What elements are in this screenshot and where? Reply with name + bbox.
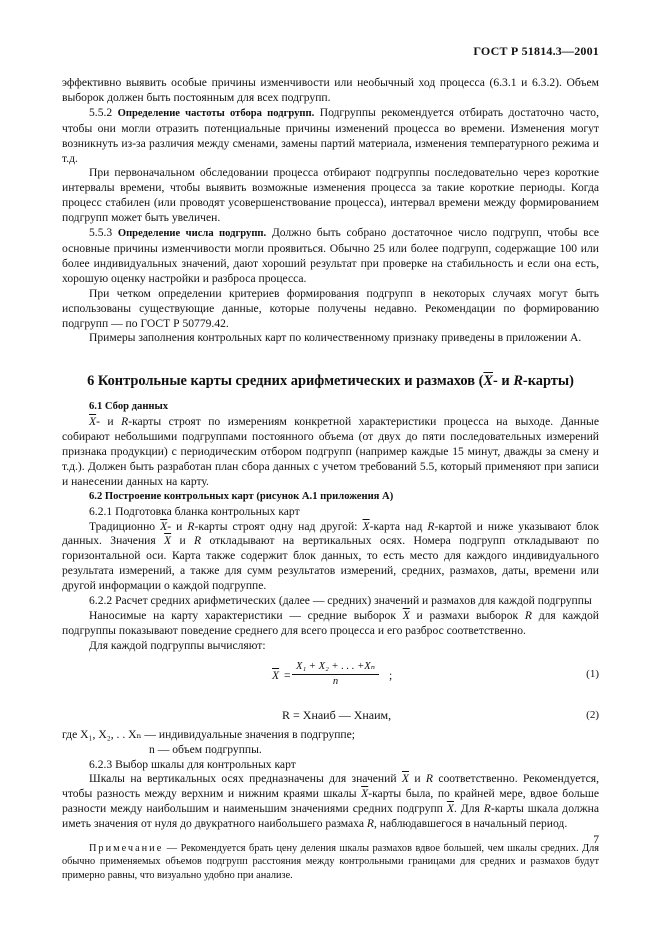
text-part: -карты строят по измерениям конкретной характеристики процесса на выходе. Данные собирают небольшими подгруппами постоянного объема (от двух до пяти последовательных измерений признака продукции) с периодическим отбором подгрупп (например каждые 15 минут, дважды за смену и т.д.). Должен быть разработан план сбора данных с учетом требований 5.5, который применяют при записи и нанесении данных на карту. <box>62 415 599 488</box>
subsection-6-2-1-title: 6.2.1 Подготовка бланка контрольных карт <box>89 504 300 518</box>
r-symbol: R <box>427 519 435 533</box>
subsection-6-2-title: 6.2 Построение контрольных карт (рисунок А.1 приложения А) <box>89 490 394 502</box>
formula-numerator: X₁ + X₂ + . . . +Xₙ <box>292 660 379 675</box>
formula-fraction <box>292 660 379 688</box>
formula-semicolon: ; <box>389 668 393 682</box>
document-header: ГОСТ Р 51814.3—2001 <box>473 44 599 58</box>
subsection-6-1-title: 6.1 Сбор данных <box>89 401 169 413</box>
clause-title: Определение числа подгрупп. <box>117 228 267 240</box>
formula-number: (1) <box>586 667 599 680</box>
x-bar-symbol: $\overline{X}$ <box>361 787 369 801</box>
formula-denominator: n <box>332 675 339 687</box>
x-bar-symbol: $\overline{X}$ <box>89 415 97 429</box>
r-symbol: R <box>187 519 195 533</box>
x-bar-symbol: $\overline{X}$ <box>446 802 454 816</box>
clause-number: 5.5.2 <box>89 105 113 119</box>
x-bar-symbol: $\overline{X}$ <box>362 519 370 533</box>
x-bar-symbol: $\overline{X}$ <box>401 772 409 786</box>
page-body <box>62 76 599 882</box>
formula-equals: = <box>284 668 291 682</box>
r-symbol: R <box>483 802 491 816</box>
note-text: — Рекомендуется брать цену деления шкалы размахов вдвое большей, чем шкалы средних. Для обычно применяемых объемов подгрупп расстояния между контрольными границами для средних и размахов будут примерно равны, что визуально удобно при анализе. <box>62 843 599 881</box>
subsection-6-2-2-title: 6.2.2 Расчет средних арифметических (далее — средних) значений и размахов для каждой подгруппы <box>89 594 592 608</box>
clause-number: 5.5.3 <box>89 226 113 240</box>
r-symbol: R <box>513 373 523 390</box>
clause-5-5-2 <box>62 106 599 167</box>
formula-expression: R = Xнаиб — Xнаим, <box>282 707 392 722</box>
page-number: 7 <box>593 833 599 846</box>
heading-part: -карты) <box>522 373 574 390</box>
formula-1 <box>62 660 599 696</box>
formula-lhs: $\overline{X}$ <box>272 668 280 682</box>
subsection-6-2-2-text: Наносимые на карту характеристики — средние выборок $\overline{X}$ и размахи выборок R для каждой подгруппы показывают поведение среднего для всего процесса и его разброс соответственно. <box>62 609 599 637</box>
subsection-6-2-3-title: 6.2.3 Выбор шкалы для контрольных карт <box>89 757 296 771</box>
section-6-heading <box>62 372 599 390</box>
r-symbol: R <box>425 772 433 786</box>
paragraph-initial-survey: При первоначальном обследовании процесса отбирают подгруппы последовательно через короткие интервалы времени, чтобы выявить возможные изменения процесса за такие короткие периоды. Когда процесс стабилен (или проводят усовершенствование процесса), интервал времени между формированием подгрупп может быть увеличен. <box>62 166 599 225</box>
x-bar-symbol: $\overline{X}$ <box>402 609 410 622</box>
heading-part: - и <box>493 373 514 390</box>
clause-text: Должно быть собрано достаточное число подгрупп, чтобы все основные причины изменчивости могли проявиться. Обычно 25 или более подгрупп, содержащие 100 или более индивидуальных значений, дают хороший результат при проверке на стабильность и если она есть, хорошую оценку настройки и разброса процесса. <box>62 226 600 285</box>
r-symbol: R <box>121 415 129 429</box>
where-line-2: n — объем подгруппы. <box>149 742 262 756</box>
text-part: - и <box>96 415 122 429</box>
subsection-6-2-3-text: Шкалы на вертикальных осях предназначены для значений $\overline{X}$ и R соответственно. Рекомендуется, чтобы разность между верхним и нижним краями шкалы $\overline{X}$-карты была, по крайней мере, вдвое больше разности между наибольшим и наименьшим значениями средних подгрупп $\overline{X}$. Для R-карты шкала должна иметь значения от нуля до двукратного наибольшего размаха R, наблюдавшегося в начальный период. <box>62 772 600 831</box>
subsection-6-2-1-text: Традиционно $\overline{X}-$ и R-карты строят одну над другой: $\overline{X}$-карта над R-картой и ниже указывают блок данных. Значения $\overline{X}$ и R откладывают на вертикальных осях. Номера подгрупп откладывают по горизонтальной оси. Карта также содержит блок данных, то есть место для каждого индивидуального результата измерений, а также для сумм результатов измерений, средних, размахов, даты, времени или другой информации о каждой подгруппе. <box>62 519 599 593</box>
r-symbol: R <box>194 534 202 548</box>
paragraph-continuation: эффективно выявить особые причины изменчивости или необычный ход процесса (6.3.1 и 6.3.2). Объем выборок должен быть постоянным для всех подгрупп. <box>62 76 599 104</box>
compute-intro: Для каждой подгруппы вычисляют: <box>89 638 266 652</box>
paragraph-criteria: При четком определении критериев формирования подгрупп в некоторых случаях могут быть использованы существующие данные, которые получены недавно. Рекомендации по формированию подгрупп — по ГОСТ Р 50779.42. <box>62 286 599 330</box>
x-bar-symbol: $\overline{X}$ <box>160 519 168 533</box>
paragraph-examples: Примеры заполнения контрольных карт по количественному признаку приведены в приложении А. <box>89 331 582 345</box>
clause-text: Подгруппы рекомендуется отбирать достаточно часто, чтобы они могли отразить потенциальные причины изменений процесса во времени. Изменения могут возникнуть из-за различия между сменами, замены партий материала, изменения температурного режима и т.д. <box>62 105 600 165</box>
note <box>62 842 599 882</box>
r-symbol: R <box>366 817 374 831</box>
where-line-1: где X₁, X₂, . . Xₙ — индивидуальные значения в подгруппе; <box>62 727 356 741</box>
note-label: Примечание <box>89 843 164 855</box>
r-symbol: R <box>524 609 532 622</box>
heading-part: 6 Контрольные карты средних арифметических и размахов ( <box>87 373 484 390</box>
x-bar-symbol: $\overline{X}$ <box>483 373 494 390</box>
clause-5-5-3 <box>62 226 599 287</box>
x-bar-symbol: $\overline{X}$ <box>164 534 172 548</box>
subsection-6-1-text <box>62 415 599 490</box>
formula-2 <box>62 706 599 728</box>
clause-title: Определение частоты отбора подгрупп. <box>117 107 315 119</box>
formula-number: (2) <box>586 708 599 721</box>
